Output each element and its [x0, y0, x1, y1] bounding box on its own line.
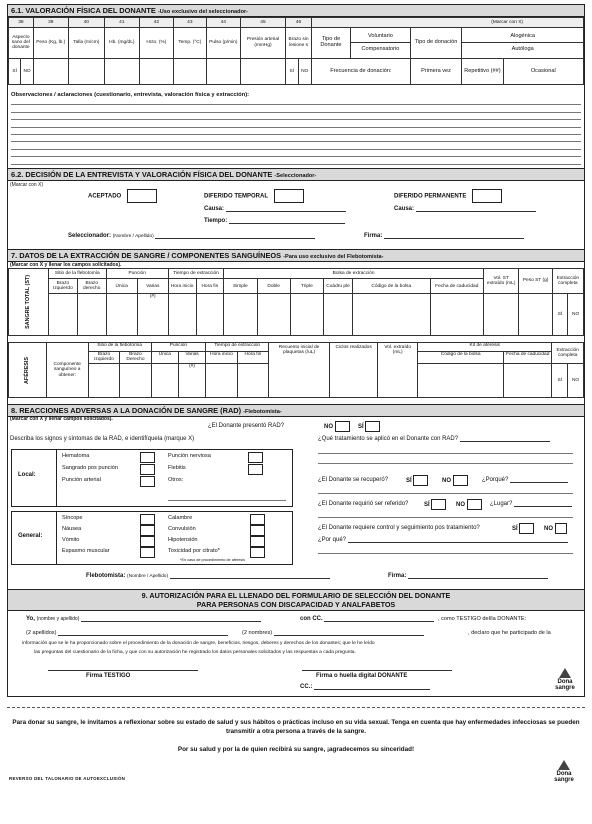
declaro-label: , declaro que he participado de la — [468, 630, 551, 636]
recupero-no-option[interactable] — [442, 475, 468, 486]
kit-label: Kit de aféresis — [418, 343, 551, 352]
apellidos-field[interactable] — [26, 630, 228, 636]
simple-header: Simple — [224, 279, 257, 294]
unica-header: Única — [106, 279, 137, 294]
recupero-si-option[interactable] — [406, 475, 428, 486]
marcar-label: (Marcar con X) — [10, 182, 44, 188]
alogenica-option[interactable]: Alogénica — [462, 30, 583, 43]
section-subtitle: -Uso exclusivo del seleccionador- — [157, 9, 249, 15]
section-subtitle: -Seleccionador- — [274, 173, 317, 179]
tipo-donacion-label: Tipo de donación — [410, 27, 462, 58]
local-item-otros: Otros: — [168, 477, 184, 483]
talla-cell[interactable] — [68, 58, 104, 84]
firma-donante-line[interactable] — [302, 670, 452, 671]
unica2-label: Única — [152, 352, 179, 363]
citrato-note: *En caso de procedimiento de aféresis — [180, 558, 246, 562]
local-label: Local: — [18, 472, 36, 478]
causa-temporal-field[interactable] — [204, 206, 346, 212]
aspecto-no[interactable]: NO — [21, 58, 33, 84]
codigo-bolsa2-label: Código de la bolsa — [418, 352, 504, 363]
firma-label: Firma: — [364, 233, 383, 239]
yo-hint: (nombre y apellido) — [36, 616, 80, 622]
brazo-izq2-cell[interactable] — [88, 364, 119, 398]
recuento-header: Recuento inicial de plaquetas (/uL) — [269, 343, 330, 398]
hipotension-checkbox[interactable] — [250, 536, 265, 547]
firma-label: Firma: — [388, 573, 407, 579]
causa-permanente-field[interactable] — [394, 206, 536, 212]
tiempo2-label: Tiempo de extracción — [206, 343, 268, 352]
section-6-1-header — [8, 5, 584, 17]
tiempo-field[interactable] — [204, 218, 345, 224]
causa-label: Causa: — [394, 206, 415, 212]
section-7 — [7, 249, 585, 404]
brazo-izq2-label: Brazo Izquierdo — [89, 352, 120, 363]
hora-fin-cell[interactable] — [196, 294, 224, 336]
col-brazo: Brazo sin lesione s — [286, 27, 312, 58]
cc-field[interactable] — [300, 616, 434, 622]
diferido-temporal-label: DIFERIDO TEMPORAL — [204, 193, 268, 200]
nausea-checkbox[interactable] — [140, 525, 155, 536]
control-si-checkbox[interactable] — [519, 523, 534, 534]
section-title: 6.2. DECISIÓN DE LA ENTREVISTA Y VALORACIÓN FÍSICA DEL DONANTE — [11, 170, 273, 179]
puncion2-label: Punción — [152, 343, 206, 352]
si-label: SÍ — [358, 424, 364, 431]
brazo-der2-label: Brazo Derecho — [126, 352, 145, 363]
general-item-espasmo: Espasmo muscular — [62, 548, 110, 554]
recupero-no-checkbox[interactable] — [453, 475, 468, 486]
section-7-header — [8, 250, 584, 262]
diferido-permanente-option[interactable] — [394, 189, 502, 203]
hora-inicio-cell[interactable] — [168, 294, 196, 336]
seleccionador-hint: (Nombre / Apellido) — [112, 234, 154, 239]
firma-testigo-line[interactable] — [48, 670, 198, 671]
vitals-table — [8, 17, 584, 85]
brazo-si[interactable]: SÍ — [286, 58, 298, 84]
extraccion-header: Extracción completa — [552, 269, 583, 294]
aspecto-si[interactable]: SÍ — [9, 58, 21, 84]
temp-cell[interactable] — [173, 58, 206, 84]
general-item-vomito: Vómito — [62, 537, 80, 543]
recupero-line[interactable] — [318, 487, 573, 494]
tratamiento-label: ¿Qué tratamiento se aplicó en el Donante con RAD? — [318, 436, 459, 442]
convulsion-checkbox[interactable] — [250, 525, 265, 536]
num-44: 44 — [206, 18, 240, 28]
compensatorio-option[interactable]: Compensatorio — [361, 46, 400, 53]
hb-cell[interactable] — [104, 58, 139, 84]
flebotomista-hint: (Nombre / Apellido) — [127, 574, 169, 579]
referido-line[interactable] — [318, 511, 573, 518]
seleccionador-field[interactable] — [68, 233, 315, 239]
num-43: 43 — [173, 18, 206, 28]
repetitivo-option[interactable]: Repetitivo (##) — [462, 58, 503, 84]
col-temp: Temp. (°C) — [173, 27, 206, 58]
vol-st-cell[interactable] — [483, 294, 519, 336]
extraccion2-si[interactable]: SÍ — [552, 364, 568, 398]
control-line[interactable] — [318, 547, 573, 554]
tiempo2-header — [206, 343, 269, 364]
si-label: SÍ — [424, 502, 430, 509]
varias2-label: Varias — [185, 352, 199, 357]
cc-donante-label: CC.: — [300, 684, 313, 690]
local-item-puncion-arterial: Punción arterial — [62, 477, 101, 483]
fecha-cad2-label: Fecha de caducidad — [506, 352, 550, 357]
referido-no-option[interactable] — [456, 499, 482, 510]
aceptado-option[interactable] — [88, 189, 157, 203]
control-no-option[interactable] — [544, 523, 567, 534]
sangrado-checkbox[interactable] — [140, 464, 155, 475]
codigo-bolsa-header: Código de la bolsa — [352, 279, 430, 294]
vol-st-header: Vol. ST extraído (mL) — [483, 269, 519, 294]
marcar-label: (Marcar con X y llenar los campos solicitados). — [10, 262, 122, 268]
fecha-cad2-cell[interactable] — [504, 364, 552, 398]
varias-header: Varias — [137, 279, 168, 294]
brazo-izq-header: Brazo Izquierdo — [48, 279, 77, 294]
brazo-der-cell[interactable] — [77, 294, 106, 336]
cc-label: con CC. — [300, 616, 323, 622]
tratamiento-line-3[interactable] — [318, 457, 573, 464]
col-pulso: Pulso (p/min) — [206, 27, 240, 58]
ciclos-header: Ciclos realizados — [330, 343, 378, 398]
recupero-question — [318, 477, 388, 483]
flebotomista-field[interactable] — [86, 573, 330, 579]
num-39: 39 — [33, 18, 68, 28]
section-subtitle: -Flebotomista- — [243, 409, 282, 415]
peso-st-header: Peso ST (g) — [519, 269, 552, 294]
simple-cell[interactable] — [224, 294, 257, 336]
footer-section — [7, 707, 585, 808]
general-item-nausea: Náusea — [62, 526, 82, 532]
section-title: 6.1. VALORACIÓN FÍSICA DEL DONANTE — [11, 6, 156, 15]
recupero-si-checkbox[interactable] — [413, 475, 428, 486]
varias-note: (#) — [149, 294, 156, 300]
aferesis-table — [8, 342, 584, 398]
no-label: NO — [544, 526, 553, 533]
toxicidad-checkbox[interactable] — [250, 547, 265, 558]
si-label: SÍ — [512, 526, 518, 533]
presento-label: ¿El Donante presentó RAD? — [208, 423, 285, 429]
frecuencia-label: Frecuencia de donación: — [311, 58, 410, 84]
col-presion: Presión arterial (mmHg) — [240, 27, 285, 58]
col-talla: Talla (m/cm) — [68, 27, 104, 58]
section-title: 7. DATOS DE LA EXTRACCIÓN DE SANGRE / COMPONENTES SANGUÍNEOS — [11, 251, 282, 260]
cc-donante-field[interactable] — [300, 684, 430, 690]
vol-ext-header: Vol. extraído (mL) — [378, 343, 418, 398]
col-hb: Hb. (mg/dL) — [104, 27, 139, 58]
control-no-checkbox[interactable] — [555, 523, 567, 534]
general-item-sincope: Síncope — [62, 515, 83, 521]
otros-line[interactable] — [168, 500, 286, 501]
col-peso: Peso (Kg, lb.) — [33, 27, 68, 58]
autologa-option[interactable]: Autóloga — [511, 46, 534, 53]
tratamiento-line-2[interactable] — [318, 447, 573, 454]
section-9-header — [8, 590, 584, 611]
fecha-cad-header: Fecha de caducidad — [430, 279, 483, 294]
ocasional-option[interactable]: Ocasional — [503, 58, 584, 84]
tipo-donacion-options — [462, 27, 584, 58]
doble-header: Doble — [257, 279, 290, 294]
causa-label: Causa: — [204, 206, 225, 212]
describa-label — [10, 436, 194, 442]
brazo-der-header: Brazo derecho — [77, 279, 106, 294]
logo-line-1: Dona — [557, 679, 573, 685]
blood-drop-icon — [558, 760, 570, 770]
general-item-hipotension: Hipotensión — [168, 537, 198, 543]
voluntario-option[interactable]: Voluntario — [351, 30, 410, 43]
general-item-toxicidad: Toxicidad por citrato* — [168, 548, 220, 554]
hora-inicio-header: Hora inicio — [168, 279, 196, 294]
nombres-field[interactable] — [242, 630, 424, 636]
referido-si-option[interactable] — [424, 499, 446, 510]
peso-cell[interactable] — [33, 58, 68, 84]
local-group — [11, 449, 293, 507]
section-6-2 — [7, 168, 585, 249]
section-8 — [7, 404, 585, 589]
extraccion-si[interactable]: SÍ — [552, 294, 568, 336]
control-question — [318, 525, 480, 531]
observaciones-area[interactable] — [8, 85, 584, 166]
num-38: 38 — [9, 18, 34, 28]
dona-sangre-logo — [548, 668, 582, 691]
sincope-checkbox[interactable] — [140, 514, 155, 525]
firma-testigo-label: Firma TESTIGO — [86, 673, 131, 679]
hcto-cell[interactable] — [139, 58, 173, 84]
yo-field[interactable] — [26, 616, 261, 622]
num-46: 46 — [286, 18, 312, 28]
logo-line-1: Dona — [556, 771, 572, 777]
porque2-label: ¿Por qué? — [318, 537, 347, 543]
reverso-label: REVERSO DEL TALONARIO DE AUTOEXCLUSIÓN — [9, 776, 126, 781]
local-item-sangrado: Sangrado pos punción — [62, 465, 118, 471]
general-item-convulsion: Convulsión — [168, 526, 196, 532]
extraccion2-header: Extracción completa — [552, 343, 584, 364]
texto-1: información que se le ha proporcionado sobre el procedimiento de la donación de sangre, beneficios, riesgos, deberes y derechos de los donantes; que le he leído — [22, 641, 375, 646]
extraccion-no[interactable]: NO — [568, 294, 584, 336]
cuadruple-cell[interactable] — [324, 294, 353, 336]
diferido-temporal-checkbox[interactable] — [274, 189, 304, 203]
bolsa-header: Bolsa de extracción — [224, 269, 484, 279]
section-6-2-header — [8, 169, 584, 181]
col-hcto: Hcto. (%) — [139, 27, 173, 58]
local-item-flebitis: Flebitis — [168, 465, 186, 471]
kit-header — [418, 343, 552, 364]
col-aspecto: Aspecto sano del donante — [9, 27, 34, 58]
control-label: ¿El Donante requiere control y seguimiento pos tratamiento? — [318, 525, 480, 531]
varias-cell[interactable] — [137, 294, 168, 336]
yo-label: Yo, — [26, 616, 35, 622]
flebotomista-label: Flebotomista: — [86, 573, 126, 579]
num-40: 40 — [68, 18, 104, 28]
section-9 — [7, 589, 585, 697]
porque-field[interactable] — [482, 477, 568, 483]
sitio-fle-label: Sitio de la flebotomía — [89, 343, 151, 352]
extraccion2-no[interactable]: NO — [568, 364, 584, 398]
logo-line-2: sangre — [554, 777, 574, 783]
presento-si-option[interactable] — [358, 421, 380, 432]
hora-inicio2-cell[interactable] — [206, 364, 237, 398]
hora-fin2-cell[interactable] — [237, 364, 268, 398]
hora-fin2-label: Hora fin — [244, 352, 262, 357]
sangre-total-label: SANGRE TOTAL (ST) — [24, 275, 31, 329]
puncion-arterial-checkbox[interactable] — [140, 476, 155, 487]
seleccionador-firma-field[interactable] — [364, 233, 524, 239]
section-subtitle: -Para uso exclusivo del Flebotomista- — [283, 254, 384, 260]
apellidos-label: (2 apellidos) — [26, 630, 57, 636]
firma-donante-label: Firma o huella digital DONANTE — [316, 673, 408, 679]
footer-paragraph-2: Por su salud y por la de quien recibirá su sangre, ¡agradecemos su sinceridad! — [177, 746, 415, 753]
codigo-bolsa-cell[interactable] — [352, 294, 430, 336]
si-label: SÍ — [406, 478, 412, 485]
presento-no-option[interactable] — [324, 421, 350, 432]
hematoma-checkbox[interactable] — [140, 452, 155, 463]
no-label: NO — [324, 424, 333, 431]
primera-option[interactable]: Primera vez — [410, 58, 462, 84]
seleccionador-label: Seleccionador: — [68, 233, 112, 239]
varias2-cell[interactable] — [178, 364, 205, 398]
flebotomista-firma-field[interactable] — [388, 573, 548, 579]
recupero-label: ¿El Donante se recuperó? — [318, 477, 389, 483]
referido-no-checkbox[interactable] — [467, 499, 482, 510]
triple-header: Triple — [290, 279, 323, 294]
presento-si-checkbox[interactable] — [365, 421, 380, 432]
referido-si-checkbox[interactable] — [431, 499, 446, 510]
general-item-calambre: Calambre — [168, 515, 193, 521]
calambre-checkbox[interactable] — [250, 514, 265, 525]
puncion-header: Punción — [106, 269, 168, 279]
footer-paragraph-1: Para donar su sangre, le invitamos a reflexionar sobre su estado de salud y sus hábitos o prácticas incluso en su vida sexual. Tenga en cuenta que hay enfermedades infecciosas se pueden transmitir a otra persona a través de la sangre. — [12, 719, 580, 735]
fecha-cad-cell[interactable] — [430, 294, 483, 336]
referido-label: ¿El Donante requirió ser referido? — [318, 501, 409, 507]
porque-label: ¿Porqué? — [482, 477, 509, 483]
pulso-cell[interactable] — [206, 58, 240, 84]
num-41: 41 — [104, 18, 139, 28]
general-group — [11, 511, 293, 565]
marcar-label: (Marcar con X y llenar campos solicitados). — [10, 416, 113, 422]
observaciones-label: Observaciones / aclaraciones (cuestionario, entrevista, valoración física y extracción): — [11, 92, 250, 98]
unica-cell[interactable] — [106, 294, 137, 336]
aceptado-checkbox[interactable] — [127, 189, 157, 203]
brazo-der2-cell[interactable] — [120, 364, 151, 398]
sangre-total-label-cell — [9, 269, 49, 336]
brazo-no[interactable]: NO — [298, 58, 311, 84]
tiempo-header: Tiempo de extracción — [168, 269, 223, 279]
section-title-2: PARA PERSONAS CON DISCAPACIDAD Y ANALFABETOS — [196, 600, 396, 609]
section-title: 8. REACCIONES ADVERSAS A LA DONACIÓN DE SANGRE (RAD) — [11, 406, 242, 415]
general-label: General: — [18, 533, 43, 539]
num-45: 45 — [240, 18, 285, 28]
presento-no-checkbox[interactable] — [335, 421, 350, 432]
cuadruple-header: Cuádru ple — [324, 279, 353, 294]
testigo-label: , como TESTIGO del/la DONANTE: — [438, 616, 527, 622]
doble-cell[interactable] — [257, 294, 290, 336]
texto-2: las preguntas del cuestionario de la ficha, y que con su autorización he registrado los datos personales solicitados y las respuestas a cada pregunta. — [34, 650, 356, 655]
tratamiento-field[interactable] — [318, 436, 550, 442]
presento-question — [208, 423, 284, 429]
describa-text: Describa los signos y síntomas de la RAD, e identifíquela (marque X) — [10, 436, 195, 442]
sitio-header: Sitio de la flebotomía — [48, 269, 106, 279]
presion-cell[interactable] — [240, 58, 285, 84]
flebitis-checkbox[interactable] — [248, 464, 263, 475]
varias2-note: (#) — [189, 364, 196, 369]
section-title-1: 9. AUTORIZACIÓN PARA EL LLENADO DEL FORMULARIO DE SELECCIÓN DEL DONANTE — [141, 591, 451, 600]
lugar-label: ¿Lugar? — [490, 501, 513, 507]
tiempo-label: Tiempo: — [204, 218, 228, 224]
dona-sangre-logo-footer — [547, 760, 581, 783]
diferido-permanente-checkbox[interactable] — [472, 189, 502, 203]
control-si-option[interactable] — [512, 523, 534, 534]
diferido-permanente-label: DIFERIDO PERMANENTE — [394, 193, 467, 200]
referido-question — [318, 501, 408, 507]
tipo-donante-label: Tipo de Donante — [311, 27, 350, 58]
codigo-bolsa2-cell[interactable] — [418, 364, 504, 398]
componente-header: Componente sanguíneo a obtener: — [46, 343, 88, 398]
puncion2-header — [151, 343, 206, 364]
tipo-donante-options — [351, 27, 411, 58]
logo-line-2: sangre — [555, 685, 575, 691]
section-6-1 — [7, 4, 585, 168]
aferesis-label: AFÉRESIS — [23, 356, 30, 384]
lugar-field[interactable] — [490, 501, 572, 507]
form-page — [7, 4, 585, 808]
local-item-puncion-nerviosa: Punción nerviosa — [168, 453, 211, 459]
unica2-cell[interactable] — [151, 364, 178, 398]
aceptado-label: ACEPTADO — [88, 193, 122, 200]
aferesis-label-cell — [9, 343, 47, 398]
local-item-hematoma: Hematoma — [62, 453, 90, 459]
num-42: 42 — [139, 18, 173, 28]
brazo-izq-cell[interactable] — [48, 294, 77, 336]
espasmo-checkbox[interactable] — [140, 547, 155, 558]
diferido-temporal-option[interactable] — [204, 189, 304, 203]
triple-cell[interactable] — [290, 294, 323, 336]
sangre-total-table — [8, 268, 584, 336]
no-label: NO — [456, 502, 465, 509]
marcar-label: (Marcar con X) — [311, 18, 583, 28]
hora-fin-header: Hora fin — [196, 279, 224, 294]
no-label: NO — [442, 478, 451, 485]
sitio-fle-header — [88, 343, 151, 364]
vomito-checkbox[interactable] — [140, 536, 155, 547]
hora-inicio2-label: Hora inicio — [206, 352, 237, 363]
puncion-nerviosa-checkbox[interactable] — [248, 452, 263, 463]
nombres-label: (2 nombres) — [242, 630, 273, 636]
porque2-field[interactable] — [318, 537, 568, 543]
peso-st-cell[interactable] — [519, 294, 552, 336]
blood-drop-icon — [559, 668, 571, 678]
